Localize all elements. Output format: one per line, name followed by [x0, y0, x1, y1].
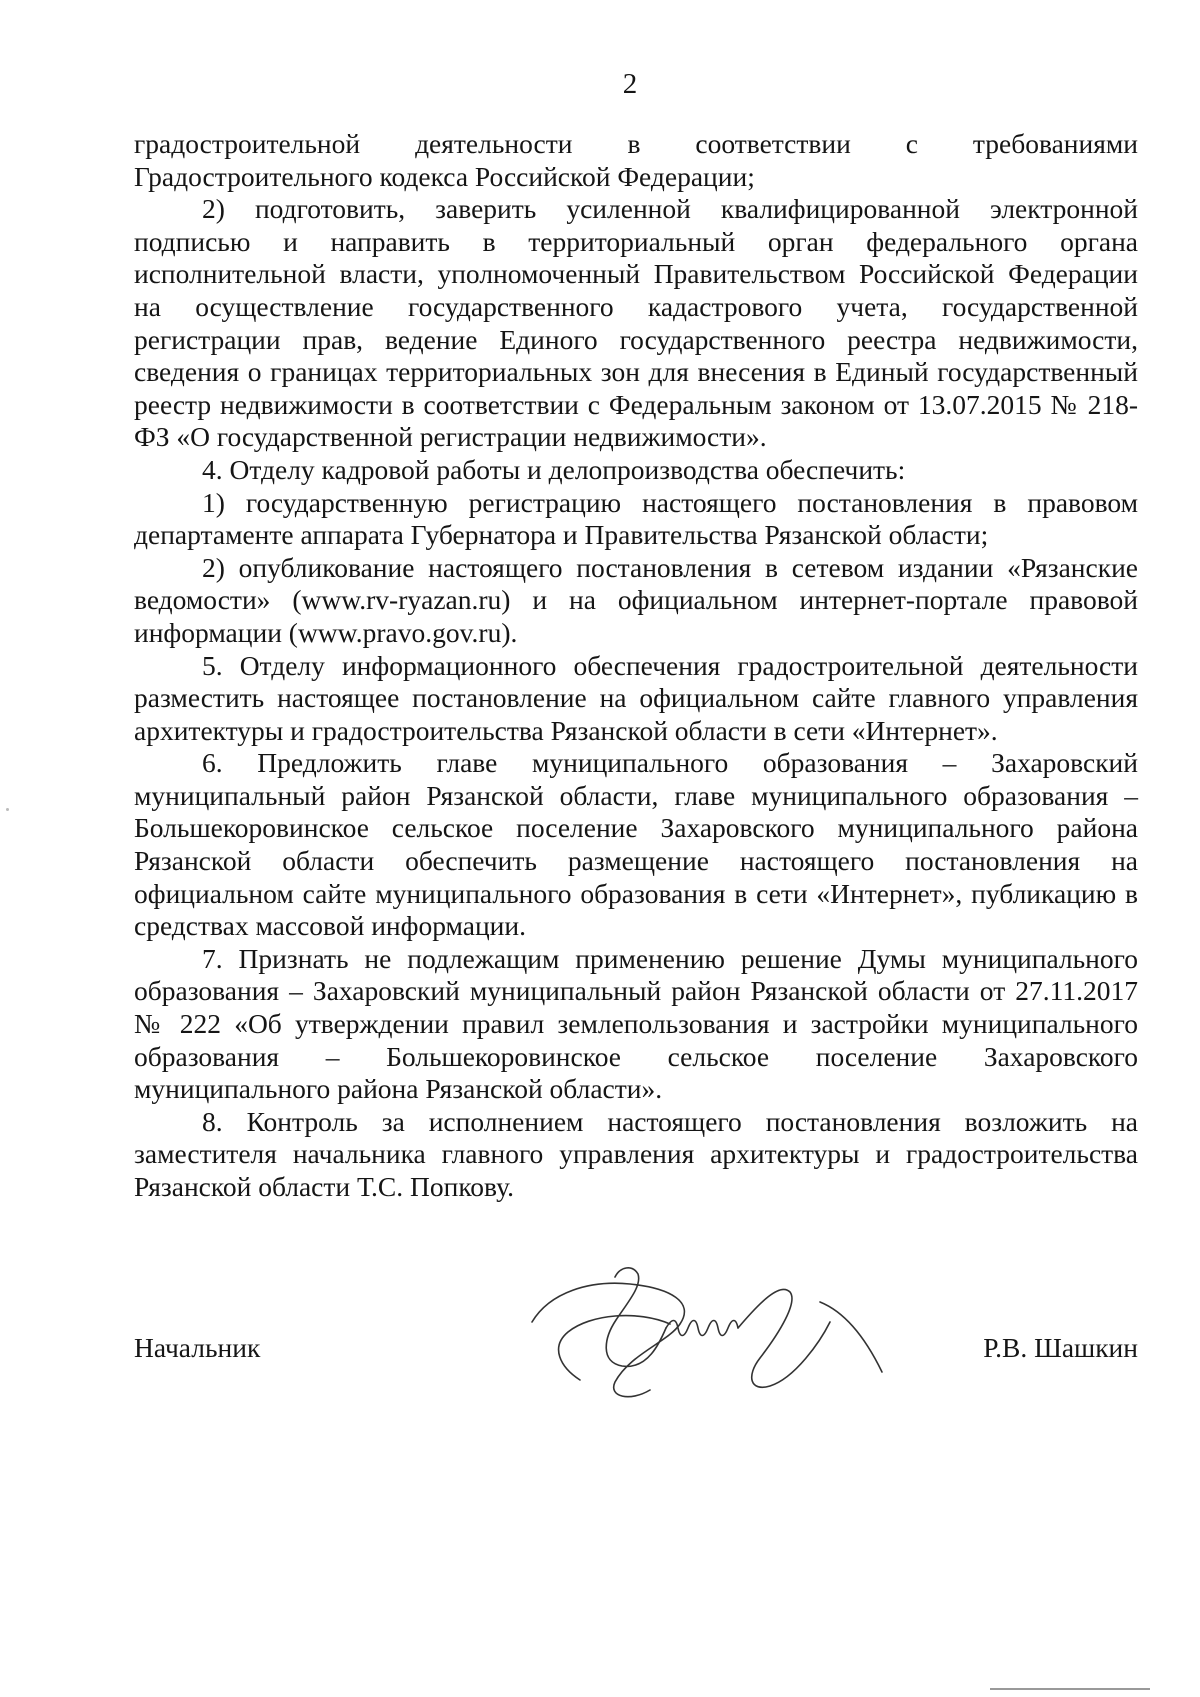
signer-position: Начальник — [134, 1332, 261, 1363]
paragraph-8: 7. Признать не подлежащим применению решение Думы муниципального образования – Захаровский муниципальный район Рязанской области от 27.11.2017 № 222 «Об утверждении правил землепользования и застройки муниципального образования – Большекоровинское сельское поселение Захаровского муниципального района Рязанской области». — [134, 942, 1138, 1105]
paragraph-4: 1) государственную регистрацию настоящего постановления в правовом департаменте аппарата Губернатора и Правительства Рязанской области; — [134, 486, 1138, 551]
paragraph-2: 2) подготовить, заверить усиленной квалифицированной электронной подписью и направить в территориальный орган федерального органа исполнительной власти, уполномоченный Правительством Российской Федерации на осуществление государственного кадастрового учета, государственной регистрации прав, ведение Единого государственного реестра недвижимости, сведения о границах территориальных зон для внесения в Единый государственный реестр недвижимости в соответствии с Федеральным законом от 13.07.2015 № 218-ФЗ «О государственной регистрации недвижимости». — [134, 193, 1138, 453]
paragraph-6: 5. Отделу информационного обеспечения градостроительной деятельности разместить настоящее постановление на официальном сайте главного управления архитектуры и градостроительства Рязанской области в сети «Интернет». — [134, 649, 1138, 746]
paragraph-7: 6. Предложить главе муниципального образования – Захаровский муниципальный район Рязанской области, главе муниципального образования – Большекоровинское сельское поселение Захаровского муниципального района Рязанской области обеспечить размещение настоящего постановления на официальном сайте муниципального образования в сети «Интернет», публикацию в средствах массовой информации. — [134, 747, 1138, 942]
body-text — [134, 128, 1138, 1204]
scan-artifact — [6, 808, 9, 811]
scan-edge-artifact — [990, 1688, 1150, 1690]
paragraph-3: 4. Отделу кадровой работы и делопроизводства обеспечить: — [202, 453, 906, 485]
paragraph-9: 8. Контроль за исполнением настоящего постановления возложить на заместителя начальника главного управления архитектуры и градостроительства Рязанской области Т.С. Попкову. — [134, 1105, 1138, 1202]
signer-name: Р.В. Шашкин — [983, 1332, 1138, 1363]
page-number: 2 — [622, 68, 638, 100]
paragraph-5: 2) опубликование настоящего постановления в сетевом издании «Рязанские ведомости» (www.rv-ryazan.ru) и на официальном интернет-портале правовой информации (www.pravo.gov.ru). — [134, 551, 1138, 648]
paragraph-1: градостроительной деятельности в соответствии с требованиями Градостроительного кодекса Российской Федерации; — [134, 128, 1138, 192]
signature-block — [134, 1332, 1138, 1364]
